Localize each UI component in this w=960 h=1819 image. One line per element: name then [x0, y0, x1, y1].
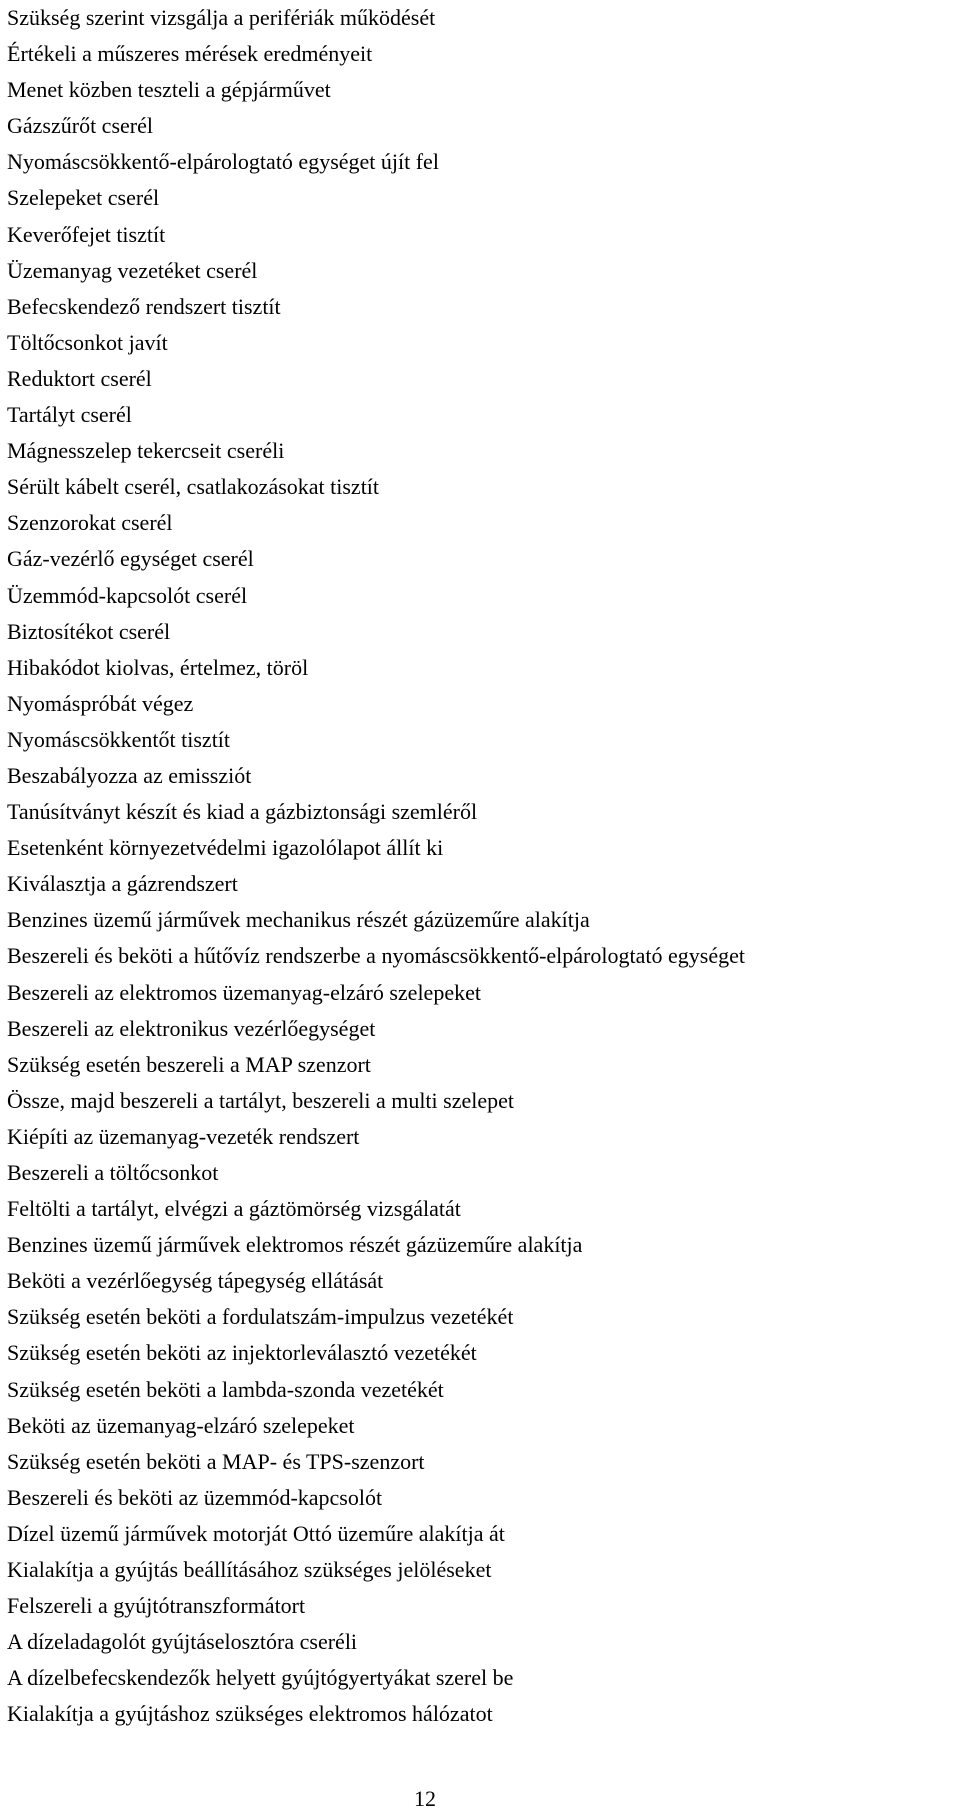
task-line: Nyomáscsökkentőt tisztít: [7, 726, 231, 752]
task-line: Gázszűrőt cserél: [7, 113, 153, 139]
task-line: Keverőfejet tisztít: [7, 221, 166, 247]
task-line: Beszereli és beköti az üzemmód-kapcsolót: [7, 1484, 383, 1510]
task-line: Beszereli az elektromos üzemanyag-elzáró szelepeket: [7, 979, 481, 1005]
task-line: Gáz-vezérlő egységet cserél: [7, 546, 254, 572]
task-line: Szükség esetén beköti a MAP- és TPS-szenzort: [7, 1448, 425, 1474]
task-line: Hibakódot kiolvas, értelmez, töröl: [7, 654, 309, 680]
task-line: Menet közben teszteli a gépjárművet: [7, 77, 331, 103]
task-line: Reduktort cserél: [7, 365, 152, 391]
task-line: Szelepeket cserél: [7, 185, 160, 211]
task-line: Sérült kábelt cserél, csatlakozásokat tisztít: [7, 474, 380, 500]
task-line: Üzemmód-kapcsolót cserél: [7, 582, 248, 608]
task-line: Kialakítja a gyújtás beállításához szükséges jelöléseket: [7, 1557, 492, 1583]
task-line: Kiválasztja a gázrendszert: [7, 871, 238, 897]
task-line: Üzemanyag vezetéket cserél: [7, 257, 258, 283]
task-line: Tartályt cserél: [7, 402, 132, 428]
task-line: Szükség esetén beköti a lambda-szonda vezetékét: [7, 1376, 444, 1402]
task-line: Szükség esetén beköti az injektorleválasztó vezetékét: [7, 1340, 477, 1366]
task-line: Biztosítékot cserél: [7, 618, 171, 644]
task-line: Felszereli a gyújtótranszformátort: [7, 1593, 306, 1619]
task-line: A dízeladagolót gyújtáselosztóra cseréli: [7, 1629, 358, 1655]
task-line: Össze, majd beszereli a tartályt, beszereli a multi szelepet: [7, 1087, 514, 1113]
task-line: Szenzorokat cserél: [7, 510, 173, 536]
task-line: Beszabályozza az emissziót: [7, 762, 252, 788]
task-list: [7, 0, 957, 1733]
task-line: Benzines üzemű járművek elektromos részét gázüzeműre alakítja: [7, 1232, 583, 1258]
task-line: Kiépíti az üzemanyag-vezeték rendszert: [7, 1123, 360, 1149]
task-line: Értékeli a műszeres mérések eredményeit: [7, 41, 373, 67]
task-line: Töltőcsonkot javít: [7, 329, 168, 355]
task-line: Beszereli az elektronikus vezérlőegységet: [7, 1015, 376, 1041]
task-line: Befecskendező rendszert tisztít: [7, 293, 281, 319]
task-line: Szükség szerint vizsgálja a perifériák működését: [7, 5, 436, 30]
task-line: Beköti az üzemanyag-elzáró szelepeket: [7, 1412, 355, 1438]
task-line: Beszereli a töltőcsonkot: [7, 1160, 219, 1185]
task-line: Mágnesszelep tekercseit cseréli: [7, 438, 285, 464]
task-line: Tanúsítványt készít és kiad a gázbiztonsági szemléről: [7, 799, 478, 825]
task-line: Beköti a vezérlőegység tápegység ellátását: [7, 1268, 384, 1294]
task-line: Nyomáspróbát végez: [7, 690, 194, 716]
task-line: Beszereli és beköti a hűtővíz rendszerbe a nyomáscsökkentő-elpárologtató egységet: [7, 943, 745, 969]
task-line: Benzines üzemű járművek mechanikus részét gázüzeműre alakítja: [7, 907, 590, 933]
task-line: Feltölti a tartályt, elvégzi a gáztömörség vizsgálatát: [7, 1196, 461, 1222]
task-line: Szükség esetén beköti a fordulatszám-impulzus vezetékét: [7, 1304, 514, 1330]
task-line: Esetenként környezetvédelmi igazolólapot állít ki: [7, 835, 444, 861]
task-line: A dízelbefecskendezők helyett gyújtógyertyákat szerel be: [7, 1665, 514, 1691]
task-line: Nyomáscsökkentő-elpárologtató egységet újít fel: [7, 149, 439, 175]
task-line: Dízel üzemű járművek motorját Ottó üzeműre alakítja át: [7, 1520, 505, 1546]
page-number: 12: [414, 1786, 436, 1811]
task-line: Szükség esetén beszereli a MAP szenzort: [7, 1051, 371, 1077]
task-line: Kialakítja a gyújtáshoz szükséges elektromos hálózatot: [7, 1701, 493, 1727]
